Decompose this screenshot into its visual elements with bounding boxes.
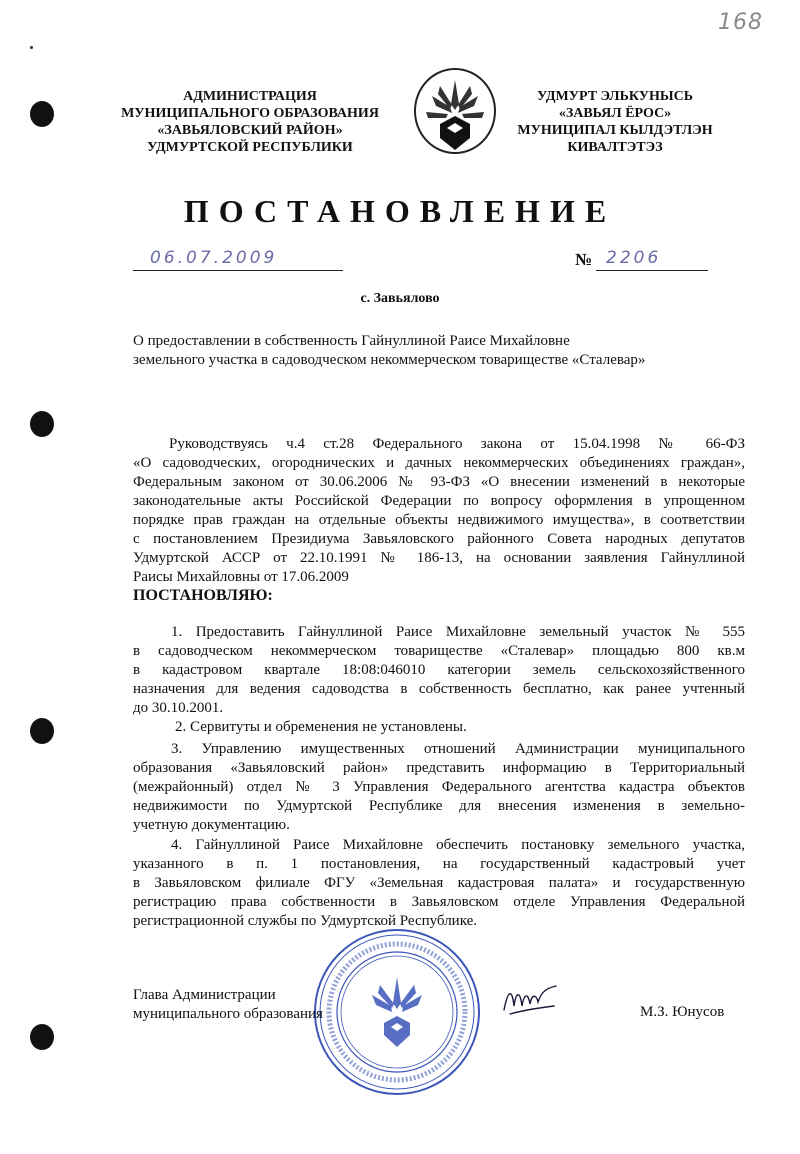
item-3 xyxy=(133,740,745,835)
signatory-name: М.З. Юнусов xyxy=(640,1004,725,1020)
item-line: 3. Управлению имущественных отношений Администрации муниципального xyxy=(171,741,745,757)
header-left-line: МУНИЦИПАЛЬНОГО ОБРАЗОВАНИЯ xyxy=(121,106,379,121)
preamble-line: Федеральным законом от 30.06.2006 № 93-ФЗ «О внесении изменений в некоторые xyxy=(133,474,745,490)
header-right xyxy=(510,88,720,156)
item-line: учетную документацию. xyxy=(133,817,290,833)
header-right-line: КИВАЛТЭТЭЗ xyxy=(567,140,663,155)
item-line: в садоводческом некоммерческом товариществе «Сталевар» площадью 800 кв.м xyxy=(133,643,745,659)
number-underline xyxy=(596,270,708,271)
item-line: в Завьяловском филиале ФГУ «Земельная кадастровая палата» и государственную xyxy=(133,875,745,891)
document-date: 06.07.2009 xyxy=(150,248,278,268)
district-emblem-icon xyxy=(412,66,498,156)
document-number: 2206 xyxy=(606,248,662,268)
subject-line: земельного участка в садоводческом некоммерческом товариществе «Сталевар» xyxy=(133,352,646,368)
punch-hole-4 xyxy=(30,1024,54,1050)
item-line: (межрайонный) отдел № 3 Управления Федерального агентства кадастра объектов xyxy=(133,779,745,795)
preamble-line: Раисы Михайловны от 17.06.2009 xyxy=(133,569,349,585)
punch-hole-2 xyxy=(30,411,54,437)
page-number: 168 xyxy=(718,10,763,35)
punch-hole-3 xyxy=(30,718,54,744)
date-underline xyxy=(133,270,343,271)
document-subject xyxy=(133,332,645,370)
item-line: образования «Завьяловский район» представить информацию в Территориальный xyxy=(133,760,745,776)
item-line: в кадастровом квартале 18:08:046010 категории земель сельскохозяйственного xyxy=(133,662,745,678)
item-line: недвижимости по Удмуртской Республике для внесения изменения в земельно- xyxy=(133,798,745,814)
document-title: ПОСТАНОВЛЕНИЕ xyxy=(183,193,617,229)
header-left xyxy=(110,88,390,156)
item-line: указанного в п. 1 постановления, на государственный кадастровый учет xyxy=(133,856,745,872)
item-line: до 30.10.2001. xyxy=(133,700,224,716)
handwritten-signature-icon xyxy=(500,980,560,1020)
item-1 xyxy=(133,623,745,718)
preamble-line: законодательные акты Российской Федерации по вопросу оформления в упрощенном xyxy=(133,493,745,509)
item-line: назначения для ведения садоводства в собственность бесплатно, как ранее учтенный xyxy=(133,681,745,697)
signature-title-line: муниципального образования xyxy=(133,1006,323,1022)
number-label: № xyxy=(575,250,593,269)
header-right-line: «ЗАВЬЯЛ ЁРОС» xyxy=(558,106,672,121)
signature-title-line: Глава Администрации xyxy=(133,987,276,1003)
official-stamp-icon xyxy=(312,927,482,1097)
header-left-line: АДМИНИСТРАЦИЯ xyxy=(183,89,317,104)
decree-heading: ПОСТАНОВЛЯЮ: xyxy=(133,587,273,604)
place-of-issue: с. Завьялово xyxy=(360,291,440,306)
scan-dot xyxy=(30,46,33,49)
item-line: 4. Гайнуллиной Раисе Михайловне обеспечить постановку земельного участка, xyxy=(171,837,745,853)
item-line: регистрацию права собственности в Завьяловском отделе Управления Федеральной xyxy=(133,894,745,910)
signature-block xyxy=(133,986,323,1024)
item-line: регистрационной службы по Удмуртской Республике. xyxy=(133,913,478,929)
preamble-line: «О садоводческих, огороднических и дачных некоммерческих объединениях граждан», xyxy=(133,455,745,471)
header-right-line: УДМУРТ ЭЛЬКУНЫСЬ xyxy=(537,89,693,104)
header-left-line: УДМУРТСКОЙ РЕСПУБЛИКИ xyxy=(147,140,353,155)
item-line: 2. Сервитуты и обременения не установлены. xyxy=(175,719,467,735)
preamble-line: порядке прав граждан на отдельные объекты недвижимого имущества», в соответствии xyxy=(133,512,745,528)
preamble-line: Удмуртской АССР от 22.10.1991 № 186-13, на основании заявления Гайнуллиной xyxy=(133,550,745,566)
item-4 xyxy=(133,836,745,931)
item-line: 1. Предоставить Гайнуллиной Раисе Михайловне земельный участок № 555 xyxy=(171,624,745,640)
preamble xyxy=(133,435,745,587)
header-right-line: МУНИЦИПАЛ КЫЛДЭТЛЭН xyxy=(517,123,713,138)
punch-hole-1 xyxy=(30,101,54,127)
preamble-line: Руководствуясь ч.4 ст.28 Федерального закона от 15.04.1998 № 66-ФЗ xyxy=(169,436,745,452)
item-2 xyxy=(133,718,745,737)
header-left-line: «ЗАВЬЯЛОВСКИЙ РАЙОН» xyxy=(157,123,343,138)
subject-line: О предоставлении в собственность Гайнуллиной Раисе Михайловне xyxy=(133,333,570,349)
preamble-line: с постановлением Президиума Завьяловского районного Совета народных депутатов xyxy=(133,531,745,547)
